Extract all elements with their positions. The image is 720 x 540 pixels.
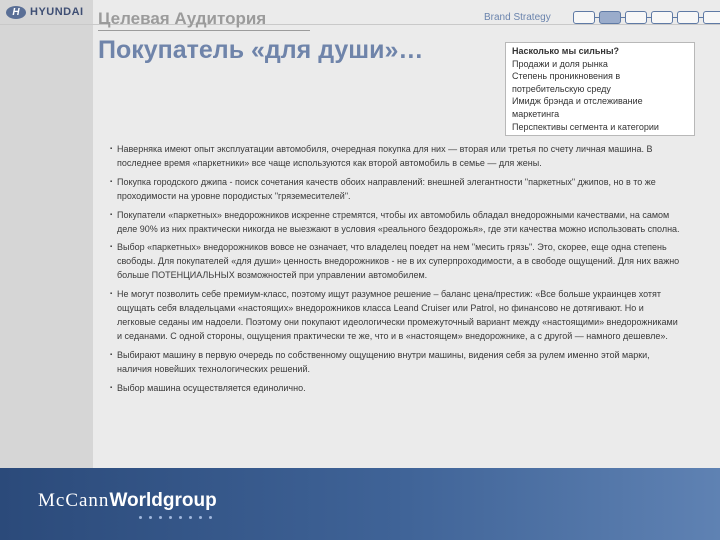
progress-step-2-active [599, 11, 621, 24]
dot-icon [149, 516, 152, 519]
dot-icon [209, 516, 212, 519]
progress-step-3 [625, 11, 647, 24]
dot-icon [179, 516, 182, 519]
dot-icon [159, 516, 162, 519]
strengths-box [505, 42, 695, 136]
brand-strategy-label: Brand Strategy [484, 12, 551, 23]
hyundai-logo-mark: H [6, 6, 26, 19]
dot-icon [189, 516, 192, 519]
progress-step-1 [573, 11, 595, 24]
strengths-item: Имидж брэнда и отслеживание маркетинга [512, 96, 643, 119]
dot-icon [169, 516, 172, 519]
hyundai-logo [6, 4, 84, 20]
mccann-wordmark: McCann [38, 490, 110, 511]
page-title: Покупатель «для души»… [98, 36, 424, 64]
progress-step-4 [651, 11, 673, 24]
section-title-underline [98, 30, 310, 31]
bullet-item: ▪ Выбирают машину в первую очередь по собственному ощущению внутри машины, видения себя за рулем именно этой марки, наличия новейших технологических решений. [110, 349, 685, 377]
strengths-title: Насколько мы сильны? [512, 46, 620, 56]
progress-step-6 [703, 11, 720, 24]
strengths-item: Продажи и доля рынка [512, 58, 608, 69]
strengths-item: Степень проникновения в потребительскую среду [512, 71, 621, 94]
footer-band [0, 468, 720, 540]
progress-step-5 [677, 11, 699, 24]
bullet-item: ▪ Покупатели «паркетных» внедорожников искренне стремятся, чтобы их автомобиль обладал внедорожными качествами, на самом деле 90% из них практически никогда не выезжают в условия «реального бездорожья», где эти качества можно использовать сполна. [110, 209, 685, 237]
mccann-worldgroup-logo [38, 490, 217, 512]
bullet-item: ▪ Не могут позволить себе премиум-класс, поэтому ищут разумное решение – баланс цена/престиж: «Все больше украинцев хотят ощущать себя владельцами «настоящих» внедорожников класса Leand Cruiser или Patrol, но финансово не дотягивают. Но и легковые седаны им надоели. Поэтому они покупают идеологически промежуточный вариант между «настоящими» внедорожниками и седанами. С одной стороны, ощущения практически те же, что и в «настоящем» внедорожнике, а с другой — намного дешевле». [110, 288, 685, 344]
section-title: Целевая Аудитория [98, 9, 267, 28]
bullet-item: ▪ Покупка городского джипа - поиск сочетания качеств обоих направлений: внешней элегантности "паркетных" джипов, но в то же проходимости на уровне породистых "гряземесителей". [110, 176, 685, 204]
progress-nav [573, 11, 720, 24]
bullet-item: ▪ Выбор машина осуществляется единолично. [110, 382, 685, 396]
dot-icon [139, 516, 142, 519]
footer-dots [139, 516, 212, 519]
bullet-list [110, 143, 685, 401]
hyundai-wordmark: HYUNDAI [30, 6, 84, 18]
left-strip [0, 0, 93, 468]
strengths-item: Перспективы сегмента и категории [512, 121, 659, 132]
bullet-item: ▪ Наверняка имеют опыт эксплуатации автомобиля, очередная покупка для них — вторая или третья по счету личная машина. В последнее время «паркетники» все чаще используются как второй автомобиль в семье — для жены. [110, 143, 685, 171]
worldgroup-wordmark: Worldgroup [109, 490, 217, 511]
bullet-item: ▪ Выбор «паркетных» внедорожников вовсе не означает, что владелец поедет на нем "месить грязь". Это, скорее, еще одна степень свободы. Для покупателей «для души» ценность внедорожников - не в их суперпроходимости, а в свободе ощущений. Для них важно больше ПОТЕНЦИАЛЬНЫХ возможностей при управлении автомобилем. [110, 241, 685, 283]
dot-icon [199, 516, 202, 519]
